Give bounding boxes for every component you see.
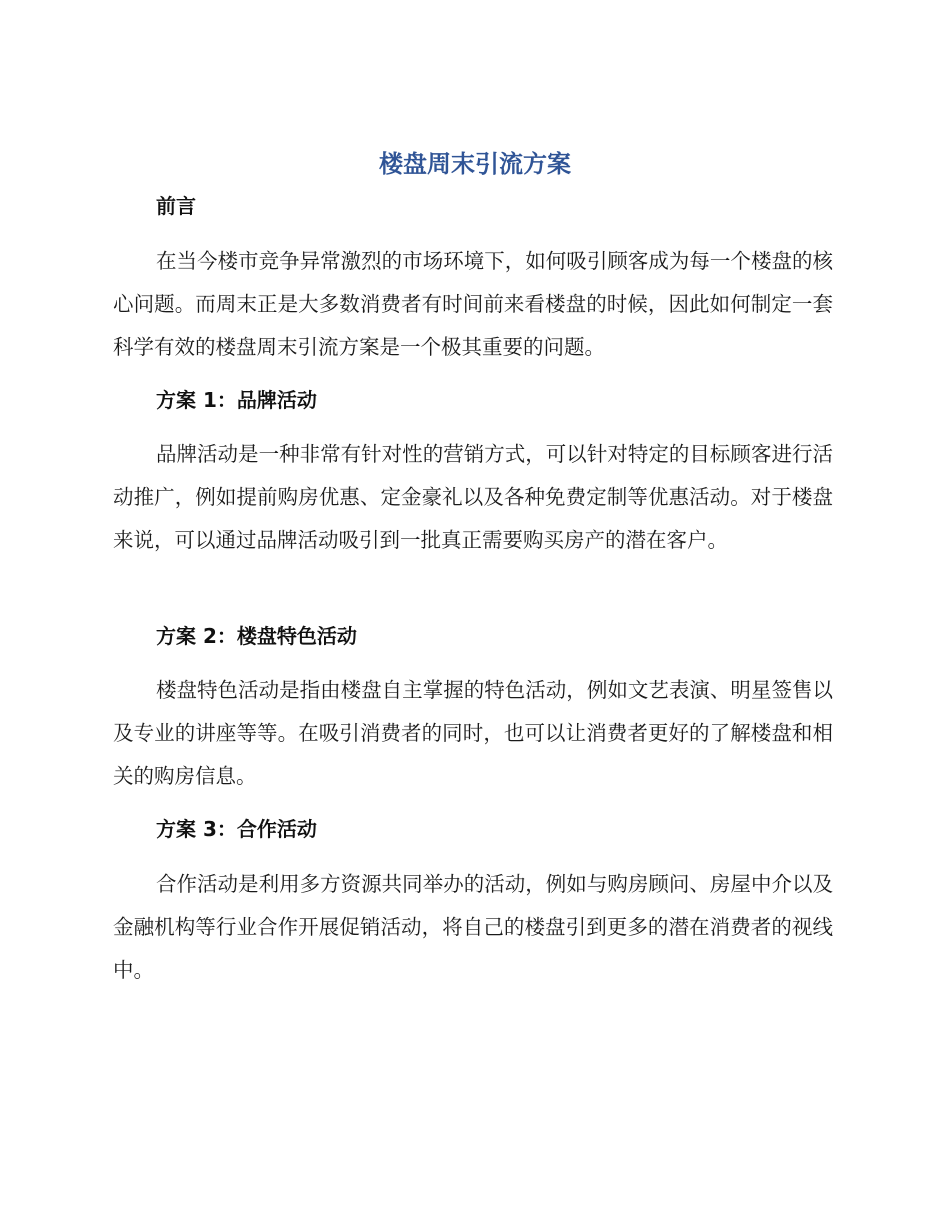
document-title: 楼盘周末引流方案 [379,150,571,178]
section-heading-plan-2: 方案 2：楼盘特色活动 [156,624,357,648]
section-heading-plan-3: 方案 3：合作活动 [156,817,317,841]
section-paragraph-preface: 在当今楼市竞争异常激烈的市场环境下，如何吸引顾客成为每一个楼盘的核心问题。而周末正是大多数消费者有时间前来看楼盘的时候，因此如何制定一套科学有效的楼盘周末引流方案是一个极其重要的问题。 [113,249,833,359]
section-heading-plan-1: 方案 1：品牌活动 [156,388,317,412]
section-paragraph-plan-2: 楼盘特色活动是指由楼盘自主掌握的特色活动，例如文艺表演、明星签售以及专业的讲座等等。在吸引消费者的同时，也可以让消费者更好的了解楼盘和相关的购房信息。 [113,678,833,788]
section-paragraph-plan-1: 品牌活动是一种非常有针对性的营销方式，可以针对特定的目标顾客进行活动推广，例如提前购房优惠、定金豪礼以及各种免费定制等优惠活动。对于楼盘来说，可以通过品牌活动吸引到一批真正需要购买房产的潜在客户。 [113,442,833,552]
section-paragraph-plan-3: 合作活动是利用多方资源共同举办的活动，例如与购房顾问、房屋中介以及金融机构等行业合作开展促销活动，将自己的楼盘引到更多的潜在消费者的视线中。 [113,872,833,982]
section-heading-preface: 前言 [156,194,196,218]
